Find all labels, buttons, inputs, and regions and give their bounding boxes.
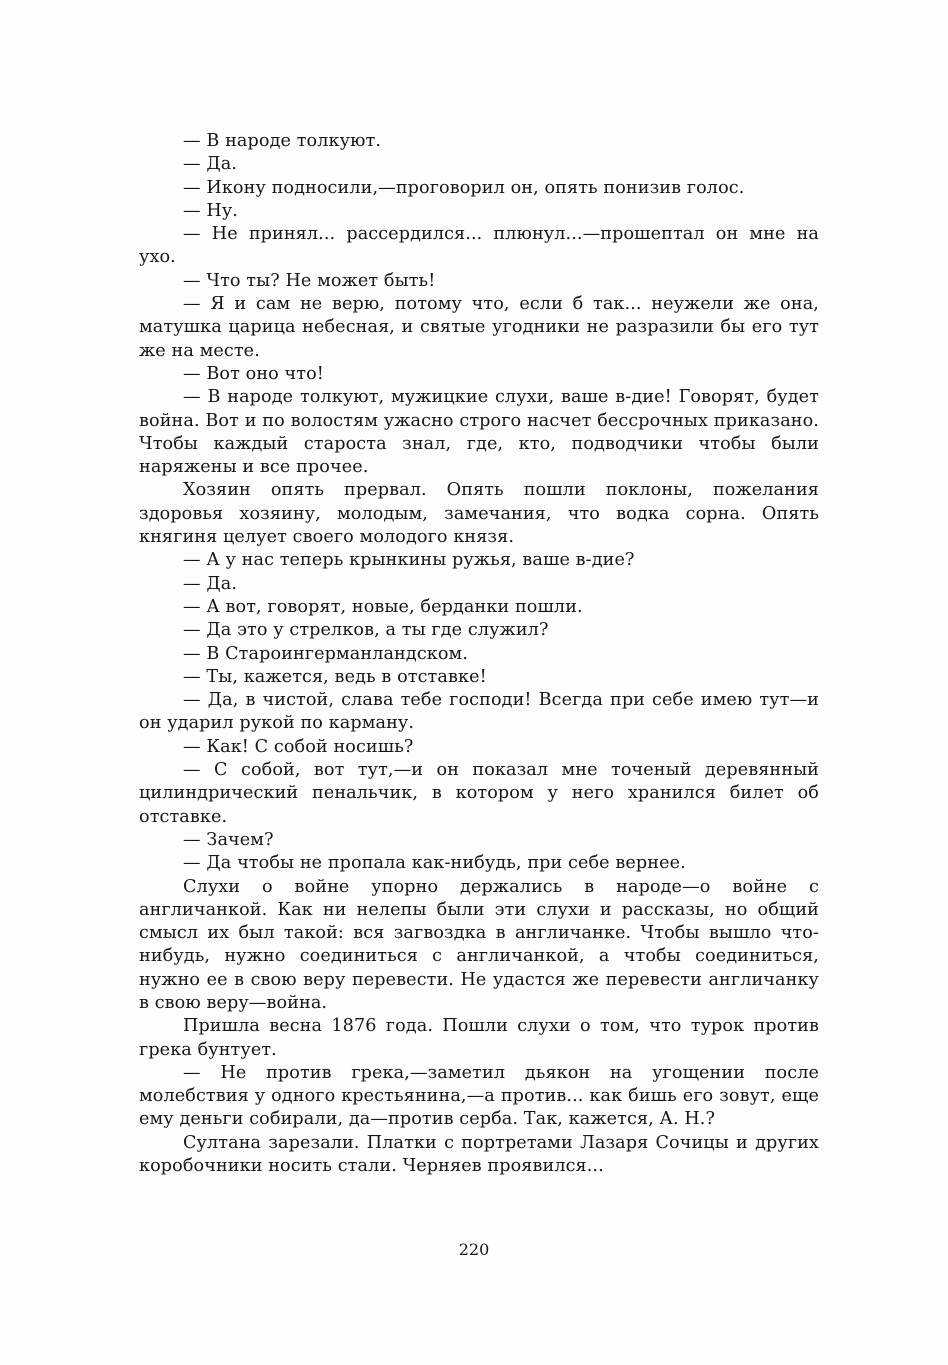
paragraph: — С собой, вот тут,—и он показал мне точеный деревянный цилиндрический пенальчик, в котором у него хранился билет об отставке. [139, 760, 819, 827]
paragraph: Слухи о войне упорно держались в народе—о войне с англичанкой. Как ни нелепы были эти слухи и рассказы, но общий смысл их был такой: вся загвоздка в англичанке. Чтобы вышло что-нибудь, нужно соединиться с англичанкой, а чтобы соединиться, нужно ее в свою веру перевести. Не удастся же перевести англичанку в свою веру—война. [139, 876, 819, 1013]
paragraph: — Да это у стрелков, а ты где служил? [183, 620, 549, 641]
paragraph: — Не против грека,—заметил дьякон на угощении после молебствия у одного крестьянина,—а против... как бишь его зовут, еще ему деньги собирали, да—против серба. Так, кажется, А. Н.? [139, 1062, 819, 1130]
paragraph: — Зачем? [183, 829, 274, 850]
paragraph: — Не принял... рассердился... плюнул...—прошептал он мне на ухо. [139, 224, 819, 268]
paragraph: — Ты, кажется, ведь в отставке! [183, 666, 487, 687]
paragraph: — Да чтобы не пропала как-нибудь, при себе вернее. [183, 853, 686, 874]
paragraph: — Да. [183, 573, 238, 594]
paragraph: — Как! С собой носишь? [183, 736, 414, 757]
page-number: 220 [458, 1240, 490, 1259]
paragraph: — Да. [183, 154, 238, 175]
paragraph: — В народе толкуют. [183, 131, 382, 151]
page-body-text [139, 130, 819, 1178]
paragraph: — А у нас теперь крынкины ружья, ваше в-дие? [183, 550, 635, 571]
paragraph: — Вот оно что! [183, 363, 324, 384]
paragraph: — В Староингерманландском. [183, 643, 469, 664]
paragraph: Хозяин опять прервал. Опять пошли поклоны, пожелания здоровья хозяину, молодым, замечания, что водка сорна. Опять княгиня целует своего молодого князя. [139, 480, 819, 548]
paragraph: — Икону подносили,—проговорил он, опять понизив голос. [183, 177, 745, 198]
paragraph: Султана зарезали. Платки с портретами Лазаря Сочицы и других коробочники носить стали. Черняев проявился... [139, 1132, 819, 1177]
paragraph: — Да, в чистой, слава тебе господи! Всегда при себе имею тут—и он ударил рукой по карману. [139, 690, 819, 734]
paragraph: — А вот, говорят, новые, берданки пошли. [183, 596, 583, 617]
paragraph: — Ну. [183, 200, 238, 221]
paragraph: — Что ты? Не может быть! [183, 270, 436, 291]
paragraph: Пришла весна 1876 года. Пошли слухи о том, что турок против грека бунтует. [139, 1016, 819, 1060]
paragraph: — В народе толкуют, мужицкие слухи, ваше в-дие! Говорят, будет война. Вот и по волостям ужасно строго насчет бессрочных приказано. Чтобы каждый староста знал, где, кто, подводчики чтобы были наряжены и все прочее. [139, 387, 819, 478]
paragraph: — Я и сам не верю, потому что, если б так... неужели же она, матушка царица небесная, и святые угодники не разразили бы его тут же на месте. [139, 294, 819, 361]
